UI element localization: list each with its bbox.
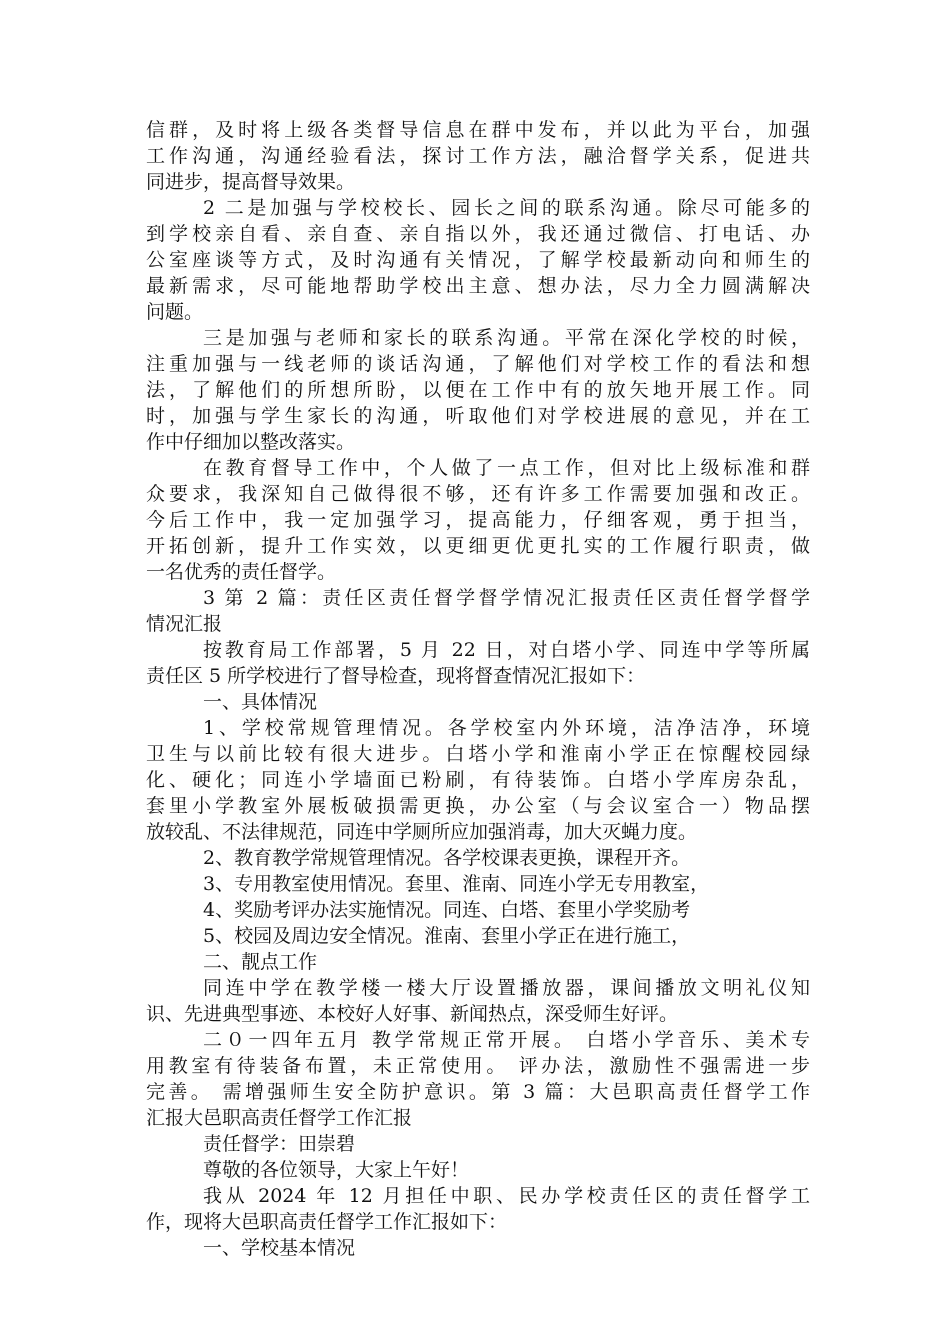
document-page (146, 117, 810, 1261)
text-line: 三是加强与老师和家长的联系沟通。平常在深化学校的时候， (203, 327, 810, 349)
text-line: 公室座谈等方式，及时沟通有关情况，了解学校最新动向和师生的 (146, 249, 810, 271)
text-line: 5、校园及周边安全情况。淮南、套里小学正在进行施工， (203, 925, 691, 947)
text-line: 按教育局工作部署，5 月 22 日，对白塔小学、同连中学等所属 (203, 639, 810, 661)
text-line: 2 二是加强与学校校长、园长之间的联系沟通。除尽可能多的 (203, 197, 810, 219)
text-line: 众要求，我深知自己做得很不够，还有许多工作需要加强和改正。 (146, 483, 810, 505)
text-line: 汇报大邑职高责任督学工作汇报 (146, 1107, 413, 1129)
text-line: 责任区 5 所学校进行了督导检查，现将督查情况汇报如下： (146, 665, 646, 687)
text-line: 情况汇报 (146, 613, 223, 635)
text-line: 完善。 需增强师生安全防护意识。第 3 篇：大邑职高责任督学工作 (146, 1081, 810, 1103)
text-line: 用教室有待装备布置，未正常使用。 评办法，激励性不强需进一步 (146, 1055, 810, 1077)
text-line: 责任督学：田崇碧 (203, 1133, 356, 1155)
text-line: 作中仔细加以整改落实。 (146, 431, 356, 453)
text-line: 尊敬的各位领导，大家上午好！ (203, 1159, 470, 1181)
text-line: 2、教育教学常规管理情况。各学校课表更换，课程开齐。 (203, 847, 691, 869)
text-line: 最新需求，尽可能地帮助学校出主意、想办法，尽力全力圆满解决 (146, 275, 810, 297)
text-line: 卫生与以前比较有很大进步。白塔小学和淮南小学正在惊醒校园绿 (146, 743, 810, 765)
text-line: 注重加强与一线老师的谈话沟通，了解他们对学校工作的看法和想 (146, 353, 810, 375)
text-line: 二、靓点工作 (203, 951, 318, 973)
text-line: 二０一四年五月 教学常规正常开展。 白塔小学音乐、美术专 (203, 1029, 810, 1051)
text-line: 4、奖励考评办法实施情况。同连、白塔、套里小学奖励考 (203, 899, 691, 921)
text-line: 同连中学在教学楼一楼大厅设置播放器，课间播放文明礼仪知 (203, 977, 810, 999)
document-body (146, 117, 810, 1261)
text-line: 信群，及时将上级各类督导信息在群中发布，并以此为平台，加强 (146, 119, 810, 141)
text-line: 1、学校常规管理情况。各学校室内外环境，洁净洁净，环境 (203, 717, 810, 739)
text-line: 同进步，提高督导效果。 (146, 171, 356, 193)
text-line: 我从 2024 年 12 月担任中职、民办学校责任区的责任督学工 (203, 1185, 810, 1207)
text-line: 到学校亲自看、亲自查、亲自指以外，我还通过微信、打电话、办 (146, 223, 810, 245)
text-line: 在教育督导工作中，个人做了一点工作，但对比上级标准和群 (203, 457, 810, 479)
text-line: 工作沟通，沟通经验看法，探讨工作方法，融洽督学关系，促进共 (146, 145, 810, 167)
text-line: 时，加强与学生家长的沟通，听取他们对学校进展的意见，并在工 (146, 405, 810, 427)
text-line: 今后工作中，我一定加强学习，提高能力，仔细客观，勇于担当， (146, 509, 810, 531)
text-line: 放较乱、不法律规范，同连中学厕所应加强消毒，加大灭蝇力度。 (146, 821, 698, 843)
text-line: 套里小学教室外展板破损需更换，办公室（与会议室合一）物品摆 (146, 795, 810, 817)
text-line: 开拓创新，提升工作实效，以更细更优更扎实的工作履行职责，做 (146, 535, 810, 557)
text-line: 3、专用教室使用情况。套里、淮南、同连小学无专用教室， (203, 873, 710, 895)
text-line: 问题。 (146, 301, 204, 323)
text-line: 一名优秀的责任督学。 (146, 561, 337, 583)
text-line: 3 第 2 篇：责任区责任督学督学情况汇报责任区责任督学督学 (203, 587, 810, 609)
text-line: 识、先进典型事迹、本校好人好事、新闻热点，深受师生好评。 (146, 1003, 679, 1025)
text-line: 作，现将大邑职高责任督学工作汇报如下： (146, 1211, 508, 1233)
text-line: 化、硬化；同连小学墙面已粉刷，有待装饰。白塔小学库房杂乱， (146, 769, 810, 791)
text-line: 一、学校基本情况 (203, 1237, 356, 1259)
text-line: 一、具体情况 (203, 691, 318, 713)
text-line: 法，了解他们的所想所盼，以便在工作中有的放矢地开展工作。同 (146, 379, 810, 401)
